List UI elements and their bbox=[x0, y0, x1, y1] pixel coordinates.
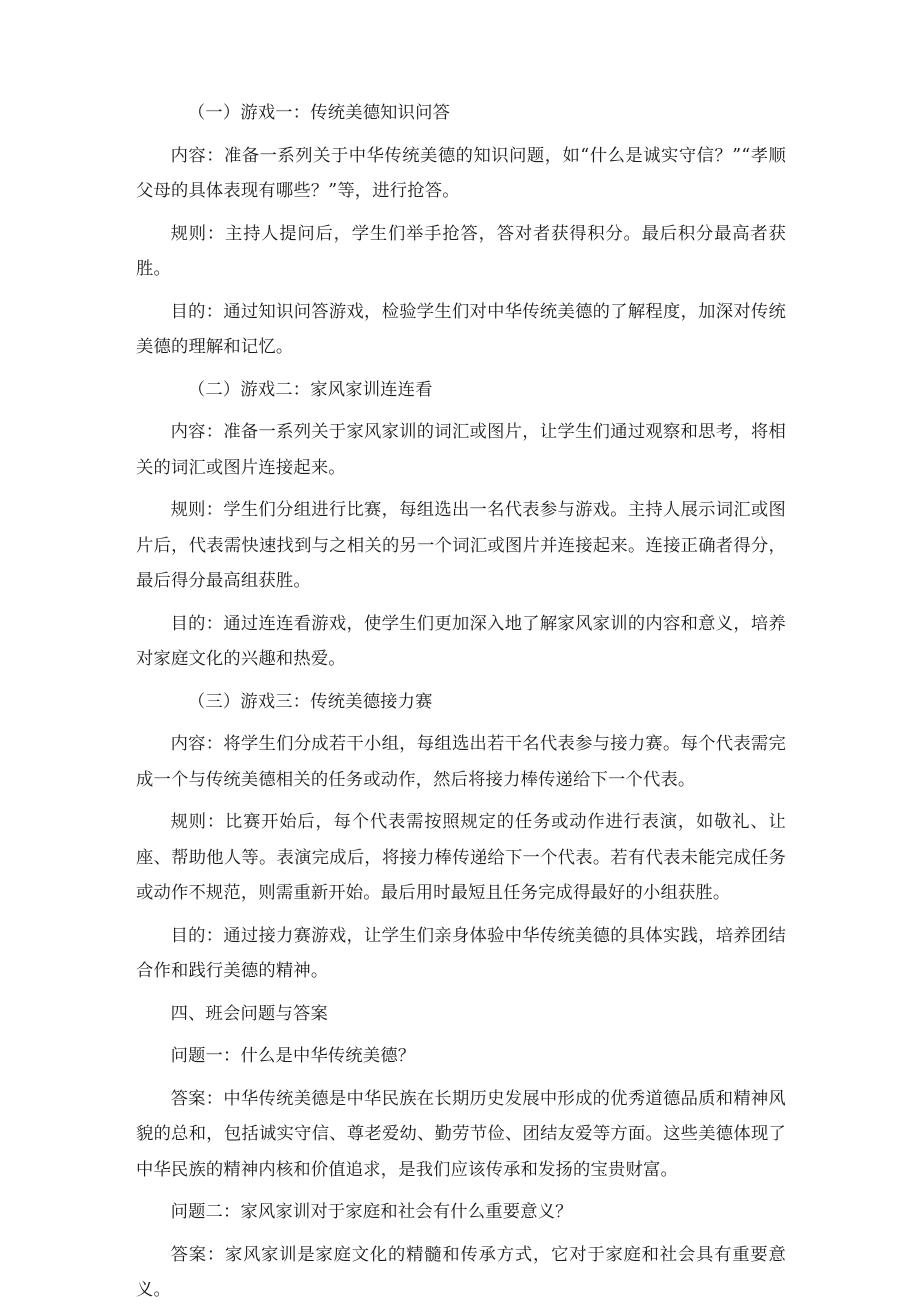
game-two-rules: 规则：学生们分组进行比赛，每组选出一名代表参与游戏。主持人展示词汇或图片后，代表需快速找到与之相关的另一个词汇或图片并连接起来。连接正确者得分，最后得分最高组获胜。 bbox=[136, 500, 786, 591]
game-two-heading: （二）游戏二：家风家训连连看 bbox=[187, 379, 433, 400]
answer-two: 答案：家风家训是家庭文化的精髓和传承方式，它对于家庭和社会具有重要意义。 bbox=[136, 1244, 786, 1300]
game-two-content: 内容：准备一系列关于家风家训的词汇或图片，让学生们通过观察和思考，将相关的词汇或图片连接起来。 bbox=[136, 422, 786, 478]
document-page bbox=[136, 96, 786, 1309]
question-two: 问题二：家风家训对于家庭和社会有什么重要意义？ bbox=[170, 1202, 573, 1222]
game-three-content: 内容：将学生们分成若干小组，每组选出若干名代表参与接力赛。每个代表需完成一个与传统美德相关的任务或动作，然后将接力棒传递给下一个代表。 bbox=[136, 734, 786, 790]
game-one-purpose: 目的：通过知识问答游戏，检验学生们对中华传统美德的了解程度，加深对传统美德的理解和记忆。 bbox=[136, 301, 786, 357]
game-three-heading: （三）游戏三：传统美德接力赛 bbox=[187, 691, 433, 712]
game-two-purpose: 目的：通过连连看游戏，使学生们更加深入地了解家风家训的内容和意义，培养对家庭文化的兴趣和热爱。 bbox=[136, 613, 786, 669]
game-three-rules: 规则：比赛开始后，每个代表需按照规定的任务或动作进行表演，如敬礼、让座、帮助他人等。表演完成后，将接力棒传递给下一个代表。若有代表未能完成任务或动作不规范，则需重新开始。最后用时最短且任务完成得最好的小组获胜。 bbox=[136, 812, 786, 903]
section-four-heading: 四、班会问题与答案 bbox=[170, 1003, 328, 1024]
game-one-rules: 规则：主持人提问后，学生们举手抢答，答对者获得积分。最后积分最高者获胜。 bbox=[136, 223, 786, 279]
game-one-heading: （一）游戏一：传统美德知识问答 bbox=[187, 103, 451, 123]
game-one-content: 内容：准备一系列关于中华传统美德的知识问题，如“什么是诚实守信？”“孝顺父母的具体表现有哪些？”等，进行抢答。 bbox=[136, 145, 786, 201]
question-one: 问题一：什么是中华传统美德？ bbox=[170, 1046, 416, 1066]
game-three-purpose: 目的：通过接力赛游戏，让学生们亲身体验中华传统美德的具体实践，培养团结合作和践行美德的精神。 bbox=[136, 925, 786, 981]
answer-one: 答案：中华传统美德是中华民族在长期历史发展中形成的优秀道德品质和精神风貌的总和，包括诚实守信、尊老爱幼、勤劳节俭、团结友爱等方面。这些美德体现了中华民族的精神内核和价值追求，是我们应该传承和发扬的宝贵财富。 bbox=[136, 1088, 786, 1180]
